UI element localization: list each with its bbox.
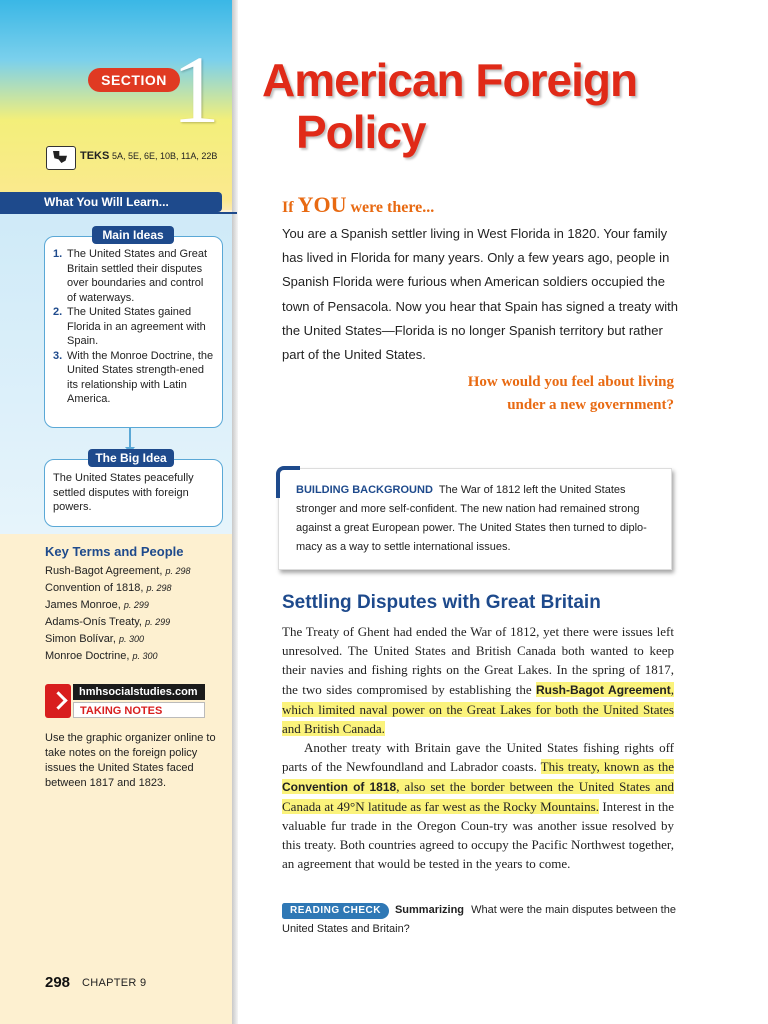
main-ideas-title: Main Ideas — [92, 226, 174, 244]
section-label: SECTION — [88, 68, 180, 92]
key-term: Monroe Doctrine, p. 300 — [45, 650, 158, 662]
main-idea-item: 2. The United States gained Florida in an agreement with Spain. — [53, 306, 206, 347]
hmh-arrow-icon — [45, 684, 71, 718]
divider — [0, 212, 237, 214]
title-line-1: American Foreign — [262, 54, 638, 106]
key-term: Simon Bolívar, p. 300 — [45, 633, 145, 645]
main-idea-item: 3. With the Monroe Doctrine, the United States strength-ened its relationship with Latin America. — [53, 349, 214, 405]
building-background-text: BUILDING BACKGROUND The War of 1812 left the United States stronger and more self-confident. The new nation had remained strong against a great European power. The United States then turned to diplo-macy as a way to settle international issues. — [296, 484, 647, 553]
teks-label: TEKS — [80, 150, 110, 162]
paragraph: The Treaty of Ghent had ended the War of 1812, yet there were issues left unresolved. The United States and British Canada both wanted to keep their navies and fishing rights on the Great Lakes. In the spring of 1817, the two sides compromised by establishing the Rush-Bagot Agreement, which limited naval power on the Great Lakes for both the United States and British Canada. — [282, 624, 674, 737]
key-term: James Monroe, p. 299 — [45, 599, 149, 611]
big-idea-title: The Big Idea — [88, 449, 174, 467]
body-text — [282, 622, 674, 874]
big-idea-text: The United States peacefully settled disputes with foreign powers. — [53, 472, 194, 513]
main-idea-item: 1. The United States and Great Britain settled their disputes over boundaries and control of waterways. — [53, 248, 208, 304]
reading-check-badge: READING CHECK — [282, 903, 389, 919]
hmh-online-link[interactable] — [45, 684, 205, 720]
teks-codes: 5A, 5E, 6E, 10B, 11A, 22B — [112, 151, 218, 161]
texas-map-icon — [46, 146, 76, 170]
section-number: 1 — [172, 36, 220, 143]
if-you-were-there-heading: If YOU were there... — [282, 192, 435, 217]
key-term: Rush-Bagot Agreement, p. 298 — [45, 565, 191, 577]
chapter-label: CHAPTER 9 — [82, 977, 147, 989]
key-term-highlight: Rush-Bagot Agreement — [536, 682, 671, 697]
page-number: 298 — [45, 974, 71, 991]
page-gutter-shadow — [232, 0, 238, 1024]
key-term: Convention of 1818, p. 298 — [45, 582, 172, 594]
key-terms-heading: Key Terms and People — [45, 544, 184, 559]
taking-notes-text: Use the graphic organizer online to take notes on the foreign policy issues the United States faced between 1817 and 1823. — [45, 732, 216, 789]
taking-notes-label: TAKING NOTES — [73, 702, 205, 718]
hmh-url[interactable]: hmhsocialstudies.com — [73, 684, 205, 700]
section-heading: Settling Disputes with Great Britain — [282, 592, 601, 613]
arrow-down-icon — [129, 428, 131, 448]
reading-check: READING CHECK Summarizing What were the main disputes between the United States and Britain? — [282, 904, 676, 935]
key-term: Adams-Onís Treaty, p. 299 — [45, 616, 171, 628]
main-ideas-list — [53, 247, 214, 407]
what-you-will-learn-heading: What You Will Learn... — [0, 192, 222, 212]
key-term-highlight: Convention of 1818 — [282, 779, 397, 794]
paragraph: Another treaty with Britain gave the United States fishing rights off parts of the Newfoundland and Labrador coasts. This treaty, known as the Convention of 1818, also set the border between the United States and Canada at 49°N latitude as far west as the Rocky Mountains. Interest in the valuable fur trade in the Oregon Coun-try was another issue resolved by this treaty. Both countries agreed to occupy the Pacific Northwest together, an agreement that would be tested in the years to come. — [282, 740, 675, 872]
title-line-2: Policy — [296, 106, 426, 158]
big-idea-box — [44, 459, 223, 527]
page-title — [262, 54, 637, 158]
main-ideas-box — [44, 236, 223, 428]
key-terms-list — [45, 563, 191, 665]
scenario-text: You are a Spanish settler living in West Florida in 1820. Your family has lived in Florida for many years. Only a few years ago, people in Spanish Florida were furious when American soldiers occupied the town of Pensacola. Now you hear that Spain has signed a treaty with the United States—Florida is no longer Spanish territory but rather part of the United States. — [282, 226, 679, 363]
scenario-question: How would you feel about living under a new government? — [467, 374, 674, 413]
